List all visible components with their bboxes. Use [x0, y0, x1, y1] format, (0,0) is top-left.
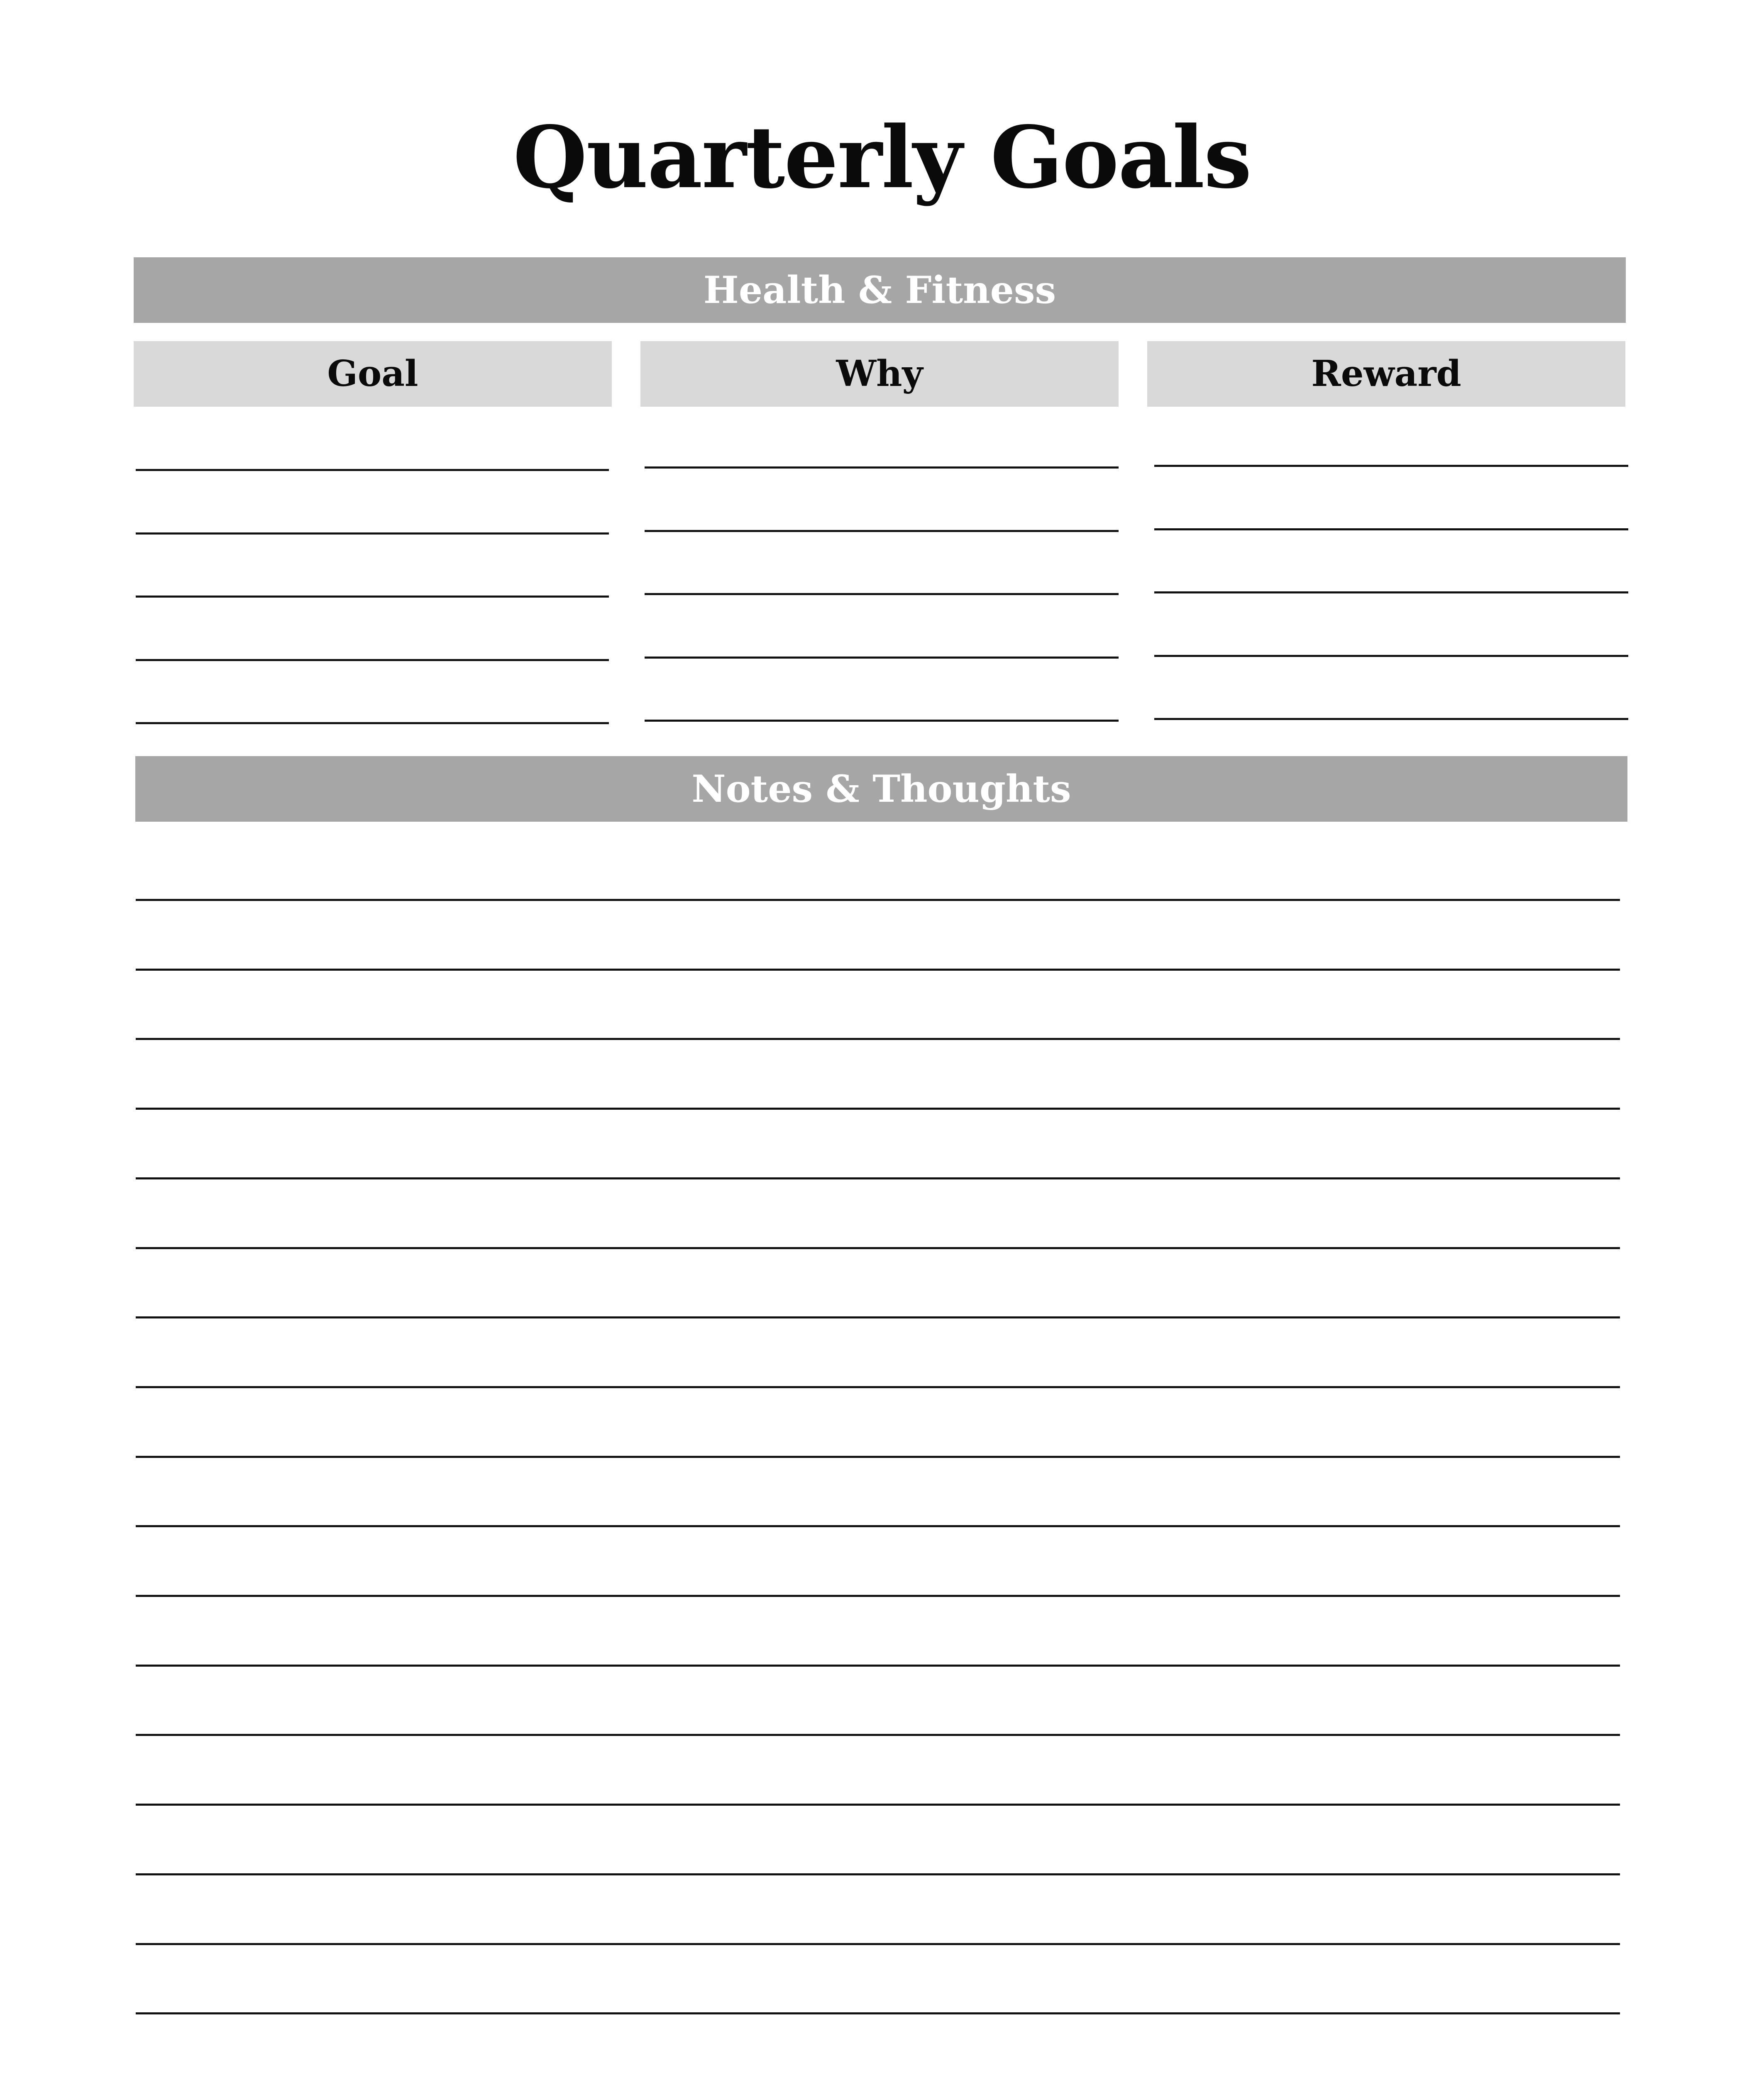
- writing-line: [136, 899, 1620, 901]
- health-fitness-section-header: Health & Fitness: [134, 257, 1626, 323]
- writing-line: [1154, 591, 1628, 593]
- writing-line: [645, 720, 1119, 722]
- writing-line: [645, 657, 1119, 659]
- writing-line: [136, 1943, 1620, 1945]
- writing-line: [1154, 465, 1628, 467]
- writing-line: [136, 1595, 1620, 1597]
- writing-line: [136, 1665, 1620, 1667]
- writing-line: [136, 1108, 1620, 1110]
- writing-line: [136, 1038, 1620, 1040]
- writing-line: [136, 1456, 1620, 1458]
- page-title: Quarterly Goals: [513, 108, 1251, 208]
- writing-line: [1154, 655, 1628, 657]
- writing-line: [136, 1247, 1620, 1249]
- writing-line: [136, 596, 609, 598]
- writing-line: [136, 1734, 1620, 1736]
- writing-line: [1154, 718, 1628, 720]
- writing-line: [136, 1525, 1620, 1527]
- writing-line: [136, 1873, 1620, 1875]
- writing-line: [645, 466, 1119, 469]
- writing-line: [136, 1386, 1620, 1388]
- writing-line: [136, 969, 1620, 971]
- writing-line: [1154, 528, 1628, 530]
- writing-line: [136, 659, 609, 661]
- reward-column-header: Reward: [1147, 341, 1625, 407]
- writing-line: [136, 722, 609, 724]
- writing-line: [645, 593, 1119, 595]
- writing-line: [645, 530, 1119, 532]
- writing-line: [136, 1316, 1620, 1318]
- writing-line: [136, 469, 609, 471]
- why-column-header: Why: [640, 341, 1119, 407]
- goal-column-header: Goal: [134, 341, 612, 407]
- writing-line: [136, 2012, 1620, 2014]
- writing-line: [136, 532, 609, 535]
- writing-line: [136, 1804, 1620, 1806]
- notes-thoughts-section-header: Notes & Thoughts: [135, 756, 1627, 822]
- writing-line: [136, 1177, 1620, 1179]
